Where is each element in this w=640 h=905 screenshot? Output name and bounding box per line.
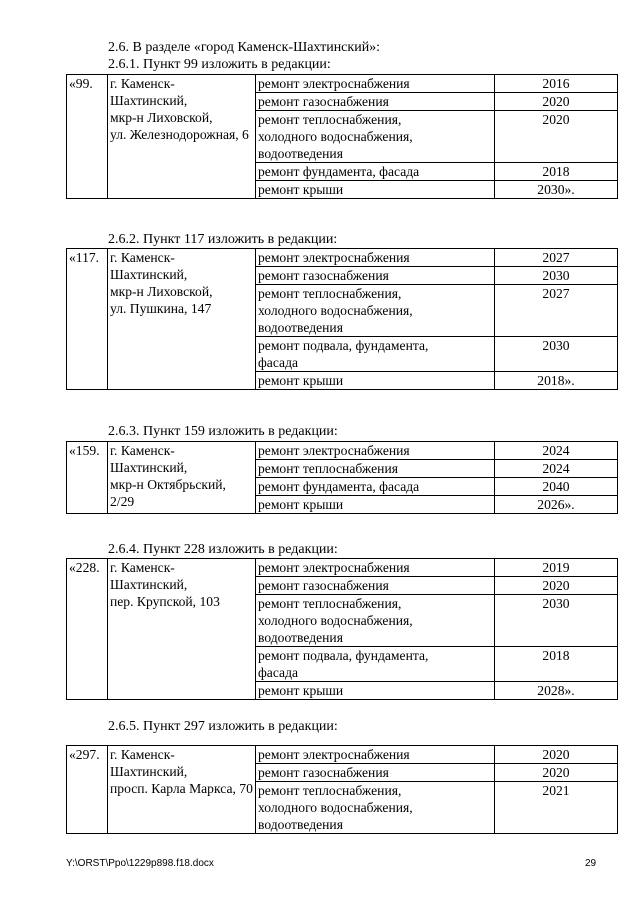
address-line: г. Каменск-	[110, 443, 175, 458]
work-type-cell	[256, 782, 495, 834]
year-cell: 2021	[495, 782, 618, 834]
address-line: ул. Пушкина, 147	[110, 301, 212, 316]
work-type-cell	[256, 682, 495, 700]
work-type-cell	[256, 249, 495, 267]
year-cell: 2030	[495, 267, 618, 285]
address-cell	[108, 442, 256, 514]
address-line: г. Каменск-	[110, 560, 175, 575]
item-number: «297.	[67, 746, 108, 834]
work-type-cell	[256, 181, 495, 199]
work-type-cell	[256, 496, 495, 514]
address-line: Шахтинский,	[110, 267, 188, 282]
work-type-cell	[256, 372, 495, 390]
work-type-line: фасада	[258, 355, 299, 370]
item-number: «228.	[67, 559, 108, 700]
table-row	[67, 559, 618, 577]
work-type-line: ремонт электроснабжения	[258, 443, 410, 458]
address-line: Шахтинский,	[110, 764, 188, 779]
block-heading: 2.6.5. Пункт 297 изложить в редакции:	[108, 719, 338, 734]
work-type-line: ремонт теплоснабжения,	[258, 112, 402, 127]
year-cell: 2016	[495, 75, 618, 93]
work-type-cell	[256, 75, 495, 93]
address-line: г. Каменск-	[110, 250, 175, 265]
address-line: пер. Крупской, 103	[110, 594, 220, 609]
block-heading: 2.6.3. Пункт 159 изложить в редакции:	[108, 424, 338, 439]
work-type-line: ремонт теплоснабжения,	[258, 783, 402, 798]
work-type-cell	[256, 577, 495, 595]
footer-file-path: Y:\ORST\Ppo\1229p898.f18.docx	[66, 858, 214, 869]
work-type-line: ремонт теплоснабжения	[258, 461, 398, 476]
work-type-line: ремонт подвала, фундамента,	[258, 338, 429, 353]
year-cell: 2020	[495, 764, 618, 782]
work-type-line: ремонт электроснабжения	[258, 250, 410, 265]
address-line: г. Каменск-	[110, 76, 175, 91]
year-cell: 2024	[495, 442, 618, 460]
work-type-cell	[256, 559, 495, 577]
work-type-cell	[256, 595, 495, 647]
address-line: мкр-н Октябрьский,	[110, 477, 226, 492]
work-type-line: ремонт фундамента, фасада	[258, 164, 420, 179]
work-type-cell	[256, 267, 495, 285]
address-line: просп. Карла Маркса, 70	[110, 781, 253, 796]
year-cell: 2018».	[495, 372, 618, 390]
item-number: «99.	[67, 75, 108, 199]
repair-table	[66, 745, 618, 834]
work-type-line: ремонт газоснабжения	[258, 765, 389, 780]
address-line: мкр-н Лиховской,	[110, 284, 213, 299]
work-type-line: ремонт крыши	[258, 373, 344, 388]
work-type-cell	[256, 647, 495, 682]
item-number: «159.	[67, 442, 108, 514]
footer-page-number: 29	[585, 858, 597, 869]
work-type-line: ремонт подвала, фундамента,	[258, 648, 429, 663]
work-type-cell	[256, 746, 495, 764]
address-line: г. Каменск-	[110, 747, 175, 762]
address-cell	[108, 559, 256, 700]
year-cell: 2027	[495, 285, 618, 337]
repair-table	[66, 441, 618, 514]
repair-table	[66, 558, 618, 700]
work-type-cell	[256, 163, 495, 181]
work-type-line: ремонт теплоснабжения,	[258, 286, 402, 301]
work-type-line: ремонт газоснабжения	[258, 94, 389, 109]
block-heading: 2.6.2. Пункт 117 изложить в редакции:	[108, 232, 338, 247]
item-number: «117.	[67, 249, 108, 390]
year-cell: 2030	[495, 595, 618, 647]
year-cell: 2020	[495, 577, 618, 595]
work-type-line: ремонт крыши	[258, 683, 344, 698]
address-cell	[108, 249, 256, 390]
year-cell: 2028».	[495, 682, 618, 700]
work-type-line: ремонт электроснабжения	[258, 747, 410, 762]
address-line: Шахтинский,	[110, 93, 188, 108]
work-type-line: водоотведения	[258, 630, 343, 645]
work-type-cell	[256, 764, 495, 782]
table-row	[67, 249, 618, 267]
repair-table	[66, 74, 618, 199]
work-type-line: ремонт теплоснабжения,	[258, 596, 402, 611]
address-line: 2/29	[110, 494, 135, 509]
work-type-cell	[256, 337, 495, 372]
work-type-line: фасада	[258, 665, 299, 680]
work-type-cell	[256, 111, 495, 163]
work-type-line: холодного водоснабжения,	[258, 129, 413, 144]
table-row	[67, 75, 618, 93]
year-cell: 2040	[495, 478, 618, 496]
year-cell: 2020	[495, 93, 618, 111]
work-type-cell	[256, 478, 495, 496]
work-type-line: ремонт газоснабжения	[258, 268, 389, 283]
address-line: Шахтинский,	[110, 460, 188, 475]
year-cell: 2026».	[495, 496, 618, 514]
work-type-line: холодного водоснабжения,	[258, 613, 413, 628]
work-type-line: ремонт фундамента, фасада	[258, 479, 420, 494]
address-cell	[108, 746, 256, 834]
year-cell: 2030».	[495, 181, 618, 199]
work-type-cell	[256, 93, 495, 111]
work-type-line: ремонт электроснабжения	[258, 76, 410, 91]
work-type-line: ремонт газоснабжения	[258, 578, 389, 593]
work-type-cell	[256, 460, 495, 478]
work-type-line: ремонт крыши	[258, 497, 344, 512]
year-cell: 2027	[495, 249, 618, 267]
work-type-cell	[256, 442, 495, 460]
work-type-line: ремонт электроснабжения	[258, 560, 410, 575]
year-cell: 2019	[495, 559, 618, 577]
year-cell: 2018	[495, 163, 618, 181]
work-type-line: водоотведения	[258, 817, 343, 832]
table-row	[67, 746, 618, 764]
address-line: мкр-н Лиховской,	[110, 110, 213, 125]
year-cell: 2030	[495, 337, 618, 372]
work-type-cell	[256, 285, 495, 337]
year-cell: 2018	[495, 647, 618, 682]
section-title: 2.6. В разделе «город Каменск-Шахтинский»:	[108, 40, 381, 55]
work-type-line: водоотведения	[258, 146, 343, 161]
address-line: Шахтинский,	[110, 577, 188, 592]
address-line: ул. Железнодорожная, 6	[110, 127, 249, 142]
year-cell: 2020	[495, 746, 618, 764]
table-row	[67, 442, 618, 460]
work-type-line: холодного водоснабжения,	[258, 800, 413, 815]
work-type-line: холодного водоснабжения,	[258, 303, 413, 318]
year-cell: 2020	[495, 111, 618, 163]
address-cell	[108, 75, 256, 199]
block-heading: 2.6.1. Пункт 99 изложить в редакции:	[108, 57, 331, 72]
work-type-line: водоотведения	[258, 320, 343, 335]
repair-table	[66, 248, 618, 390]
year-cell: 2024	[495, 460, 618, 478]
block-heading: 2.6.4. Пункт 228 изложить в редакции:	[108, 542, 338, 557]
work-type-line: ремонт крыши	[258, 182, 344, 197]
